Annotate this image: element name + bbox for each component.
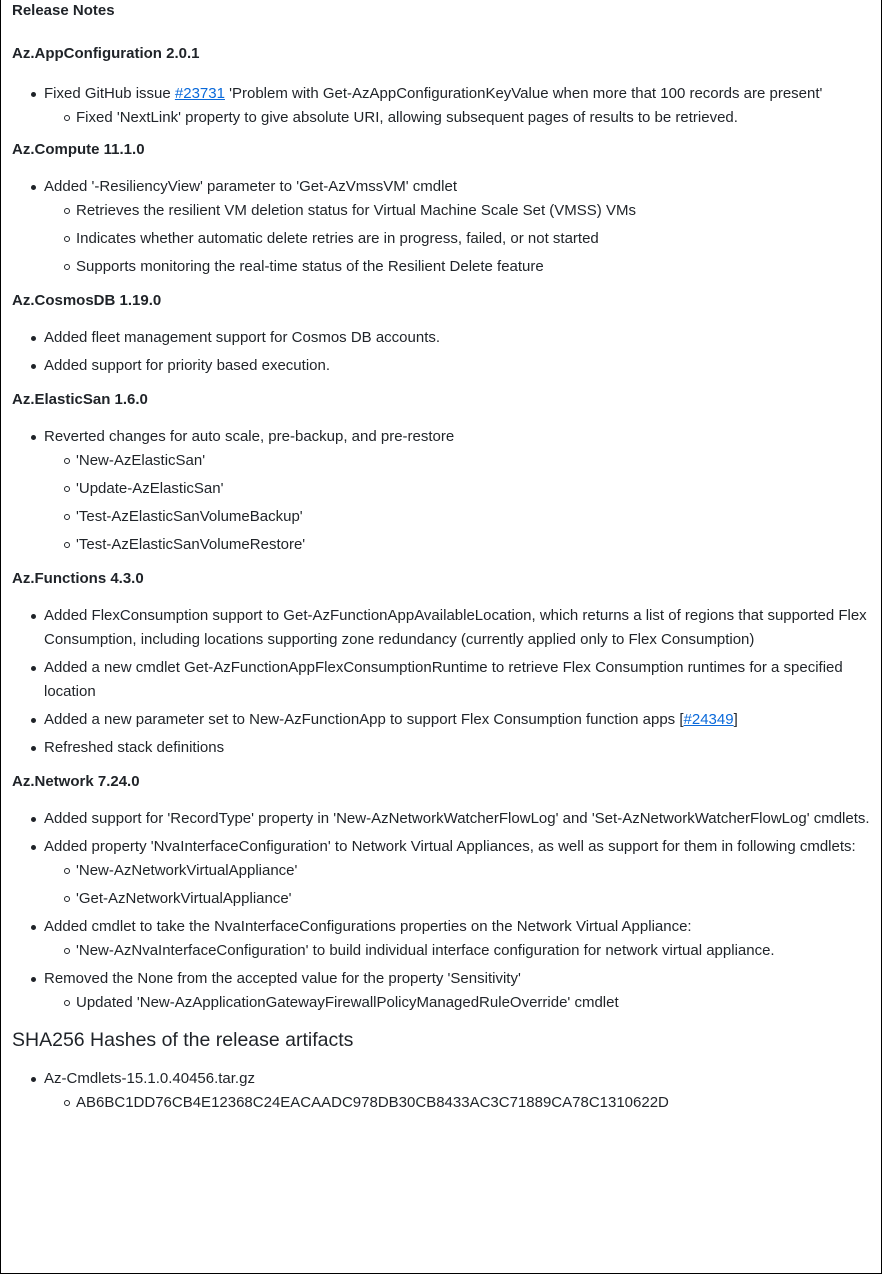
sub-list-item: Indicates whether automatic delete retries are in progress, failed, or not started	[44, 227, 873, 251]
circle-bullet-icon	[64, 486, 70, 492]
list-item: Added '-ResiliencyView' parameter to 'Get-AzVmssVM' cmdlet Retrieves the resilient VM deletion status for Virtual Machine Scale Set (VMSS) VMs Indicates whether automatic delete retries are in progress, failed, or not started Supports monitoring the real-time status of the Resilient Delete feature	[12, 175, 873, 279]
list-item: Added property 'NvaInterfaceConfiguration' to Network Virtual Appliances, as well as support for them in following cmdlets: 'New-AzNetworkVirtualAppliance' 'Get-AzNetworkVirtualAppliance'	[12, 835, 873, 911]
section-title-cosmosdb: Az.CosmosDB 1.19.0	[12, 292, 162, 309]
compute-list	[12, 175, 873, 279]
issue-link-23731[interactable]: #23731	[174, 85, 225, 102]
circle-bullet-icon	[64, 458, 70, 464]
bullet-icon	[31, 336, 36, 341]
bullet-icon	[31, 845, 36, 850]
sub-list-item: 'Test-AzElasticSanVolumeBackup'	[44, 505, 873, 529]
circle-bullet-icon	[64, 208, 70, 214]
circle-bullet-icon	[64, 264, 70, 270]
sub-list-item: 'Update-AzElasticSan'	[44, 477, 873, 501]
artifact-hash: AB6BC1DD76CB4E12368C24EACAADC978DB30CB8433AC3C71889CA78C1310622D	[76, 1094, 669, 1111]
bullet-icon	[31, 435, 36, 440]
sub-list-item: 'New-AzNetworkVirtualAppliance'	[44, 859, 873, 883]
sub-list	[44, 1091, 873, 1115]
sub-list-item: Retrieves the resilient VM deletion status for Virtual Machine Scale Set (VMSS) VMs	[44, 199, 873, 223]
sub-list	[44, 199, 873, 279]
network-list	[12, 807, 873, 1015]
sub-list	[44, 939, 873, 963]
circle-bullet-icon	[64, 948, 70, 954]
list-item: Reverted changes for auto scale, pre-backup, and pre-restore 'New-AzElasticSan' 'Update-AzElasticSan' 'Test-AzElasticSanVolumeBackup' 'Test-AzElasticSanVolumeRestore'	[12, 425, 873, 557]
sub-list	[44, 991, 873, 1015]
section-title-functions: Az.Functions 4.3.0	[12, 570, 144, 587]
sub-list	[44, 106, 873, 130]
sub-list	[44, 859, 873, 911]
bullet-icon	[31, 185, 36, 190]
sub-list-item: Fixed 'NextLink' property to give absolute URI, allowing subsequent pages of results to be retrieved.	[44, 106, 873, 130]
sub-list-item: 'Get-AzNetworkVirtualAppliance'	[44, 887, 873, 911]
list-item: Added a new parameter set to New-AzFunctionApp to support Flex Consumption function apps [#24349]	[12, 708, 873, 732]
section-title-appconfiguration: Az.AppConfiguration 2.0.1	[12, 45, 200, 62]
sub-list-item: Supports monitoring the real-time status of the Resilient Delete feature	[44, 255, 873, 279]
section-title-compute: Az.Compute 11.1.0	[12, 141, 145, 158]
bullet-icon	[31, 364, 36, 369]
bullet-icon	[31, 817, 36, 822]
list-item	[12, 1067, 873, 1115]
circle-bullet-icon	[64, 514, 70, 520]
list-item: Added a new cmdlet Get-AzFunctionAppFlexConsumptionRuntime to retrieve Flex Consumption runtimes for a specified location	[12, 656, 873, 704]
bullet-icon	[31, 92, 36, 97]
list-item: Added support for priority based execution.	[12, 354, 873, 378]
cosmosdb-list	[12, 326, 873, 378]
sub-list-item: Updated 'New-AzApplicationGatewayFirewallPolicyManagedRuleOverride' cmdlet	[44, 991, 873, 1015]
circle-bullet-icon	[64, 896, 70, 902]
functions-list	[12, 604, 873, 760]
section-title-network: Az.Network 7.24.0	[12, 773, 140, 790]
circle-bullet-icon	[64, 868, 70, 874]
circle-bullet-icon	[64, 236, 70, 242]
list-item: Added FlexConsumption support to Get-AzFunctionAppAvailableLocation, which returns a list of regions that supported Flex Consumption, including locations supporting zone redundancy (currently applied only to Flex Consumption)	[12, 604, 873, 652]
sub-list-item: 'New-AzElasticSan'	[44, 449, 873, 473]
list-item: Removed the None from the accepted value for the property 'Sensitivity' Updated 'New-AzApplicationGatewayFirewallPolicyManagedRuleOverride' cmdlet	[12, 967, 873, 1015]
bullet-icon	[31, 977, 36, 982]
sub-list-item: 'Test-AzElasticSanVolumeRestore'	[44, 533, 873, 557]
circle-bullet-icon	[64, 1000, 70, 1006]
bullet-icon	[31, 746, 36, 751]
circle-bullet-icon	[64, 1100, 70, 1106]
list-item: Added support for 'RecordType' property in 'New-AzNetworkWatcherFlowLog' and 'Set-AzNetworkWatcherFlowLog' cmdlets.	[12, 807, 873, 831]
bullet-icon	[31, 666, 36, 671]
issue-link-24349[interactable]: #24349	[683, 711, 734, 728]
bullet-icon	[31, 614, 36, 619]
sub-list-item	[44, 1091, 873, 1115]
hashes-list	[12, 1067, 873, 1115]
bullet-icon	[31, 1077, 36, 1082]
list-item: Added cmdlet to take the NvaInterfaceConfigurations properties on the Network Virtual Appliance: 'New-AzNvaInterfaceConfiguration' to build individual interface configuration for network virtual appliance.	[12, 915, 873, 963]
bullet-icon	[31, 718, 36, 723]
appconfiguration-list	[12, 82, 873, 130]
circle-bullet-icon	[64, 542, 70, 548]
section-title-hashes: SHA256 Hashes of the release artifacts	[12, 1029, 354, 1051]
list-item: Refreshed stack definitions	[12, 736, 873, 760]
sub-list-item: 'New-AzNvaInterfaceConfiguration' to build individual interface configuration for network virtual appliance.	[44, 939, 873, 963]
page-title: Release Notes	[12, 2, 115, 19]
list-item: Added fleet management support for Cosmos DB accounts.	[12, 326, 873, 350]
section-title-elasticsan: Az.ElasticSan 1.6.0	[12, 391, 148, 408]
elasticsan-list	[12, 425, 873, 557]
artifact-filename: Az-Cmdlets-15.1.0.40456.tar.gz	[44, 1070, 255, 1087]
bullet-icon	[31, 925, 36, 930]
release-notes-content	[12, 0, 873, 1119]
sub-list	[44, 449, 873, 557]
circle-bullet-icon	[64, 115, 70, 121]
list-item: Fixed GitHub issue #23731 'Problem with Get-AzAppConfigurationKeyValue when more that 100 records are present' Fixed 'NextLink' property to give absolute URI, allowing subsequent pages of results to be retrieved.	[12, 82, 873, 130]
